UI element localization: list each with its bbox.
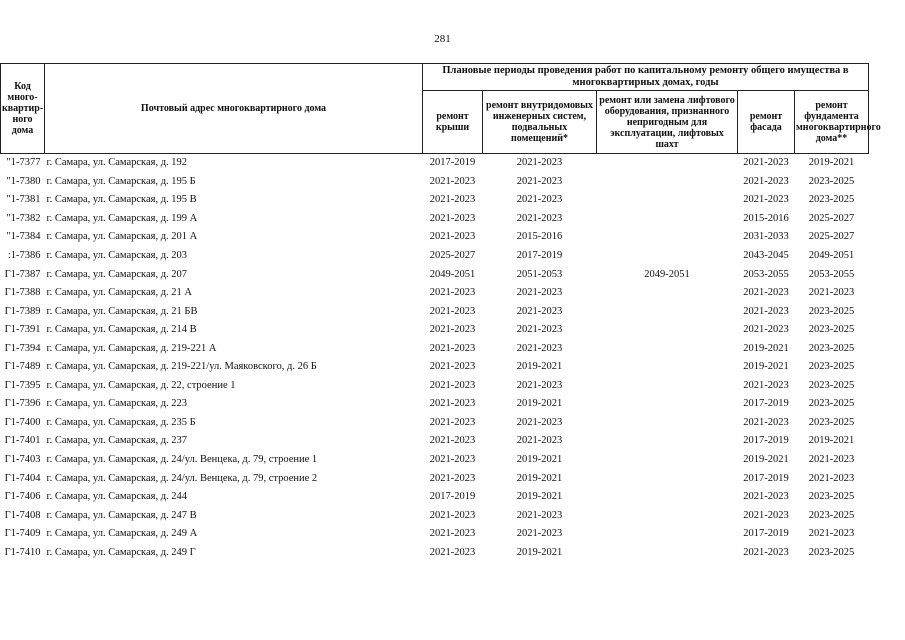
cell-address: г. Самара, ул. Самарская, д. 237: [46, 435, 188, 447]
table-row: [1, 414, 869, 433]
cell-roof: 2021-2023: [429, 528, 476, 540]
cell-address: г. Самара, ул. Самарская, д. 24/ул. Венцека, д. 79, строение 1: [46, 454, 318, 466]
cell-roof: 2021-2023: [429, 454, 476, 466]
cell-elevator: [597, 284, 738, 303]
cell-address: г. Самара, ул. Самарская, д. 201 А: [46, 231, 198, 243]
cell-address: г. Самара, ул. Самарская, д. 203: [46, 250, 188, 261]
cell-roof: 2021-2023: [429, 472, 476, 484]
cell-facade: 2021-2023: [743, 194, 789, 206]
cell-roof: 2021-2023: [429, 379, 476, 391]
cell-code: "1-7381: [6, 194, 41, 206]
cell-elevator: [597, 173, 738, 192]
cell-facade: 2021-2023: [743, 491, 789, 503]
cell-systems: 2021-2023: [516, 324, 563, 336]
cell-foundation: 2023-2025: [808, 509, 855, 521]
cell-code: "1-7382: [6, 212, 41, 224]
cell-foundation: 2019-2021: [808, 157, 855, 169]
table-row: [1, 506, 869, 525]
table-row: [1, 395, 869, 414]
cell-address: г. Самара, ул. Самарская, д. 235 Б: [46, 416, 196, 428]
cell-address: г. Самара, ул. Самарская, д. 219-221 А: [46, 342, 217, 354]
table-row: [1, 543, 869, 562]
cell-code: Г1-7388: [4, 287, 41, 299]
table-row: [1, 525, 869, 544]
cell-roof: 2021-2023: [429, 546, 476, 558]
cell-roof: 2049-2051: [429, 268, 476, 280]
cell-facade: 2017-2019: [743, 472, 789, 484]
table-row: [1, 173, 869, 192]
cell-address: г. Самара, ул. Самарская, д. 199 А: [46, 212, 198, 224]
cell-code: Г1-7394: [4, 342, 41, 354]
cell-systems: 2021-2023: [516, 157, 563, 169]
table-row: [1, 339, 869, 358]
table-row: [1, 265, 869, 284]
cell-foundation: 2019-2021: [808, 435, 855, 447]
cell-foundation: 2023-2025: [808, 305, 855, 317]
cell-systems: 2019-2021: [516, 398, 563, 410]
cell-facade: 2021-2023: [743, 305, 789, 317]
cell-code: Г1-7389: [4, 305, 41, 317]
cell-elevator: [597, 525, 738, 544]
cell-foundation: 2023-2025: [808, 342, 855, 354]
cell-roof: 2021-2023: [429, 287, 476, 299]
cell-systems: 2021-2023: [516, 528, 563, 540]
cell-systems: 2021-2023: [516, 435, 563, 447]
cell-roof: 2021-2023: [429, 231, 476, 243]
cell-systems: 2021-2023: [516, 175, 563, 187]
cell-roof: 2021-2023: [429, 342, 476, 354]
cell-facade: 2021-2023: [743, 157, 789, 169]
cell-elevator: [597, 191, 738, 210]
cell-code: Г1-7409: [4, 528, 41, 540]
cell-code: Г1-7391: [4, 324, 41, 336]
cell-elevator: [597, 247, 738, 266]
cell-elevator: [597, 543, 738, 562]
cell-elevator: [597, 377, 738, 396]
cell-address: г. Самара, ул. Самарская, д. 22, строение 1: [46, 379, 236, 391]
table-row: [1, 321, 869, 340]
cell-foundation: 2021-2023: [808, 287, 855, 299]
table-row: [1, 228, 869, 247]
cell-address: г. Самара, ул. Самарская, д. 21 А: [46, 287, 192, 299]
cell-systems: 2021-2023: [516, 305, 563, 317]
cell-foundation: 2023-2025: [808, 379, 855, 391]
cell-foundation: 2021-2023: [808, 472, 855, 484]
cell-elevator: [597, 451, 738, 470]
cell-address: г. Самара, ул. Самарская, д. 249 Г: [46, 546, 196, 558]
cell-systems: 2017-2019: [516, 250, 563, 261]
cell-systems: 2021-2023: [516, 287, 563, 299]
cell-code: Г1-7403: [4, 454, 41, 466]
cell-systems: 2021-2023: [516, 416, 563, 428]
cell-address: г. Самара, ул. Самарская, д. 249 А: [46, 528, 198, 540]
header-address: Почтовый адрес многоквартирного дома: [45, 64, 423, 154]
cell-code: Г1-7410: [4, 546, 41, 558]
cell-code: Г1-7396: [4, 398, 41, 410]
cell-foundation: 2049-2051: [808, 250, 855, 261]
cell-elevator: [597, 210, 738, 229]
cell-foundation: 2021-2023: [808, 454, 855, 466]
cell-roof: 2025-2027: [429, 250, 476, 261]
table-row: [1, 432, 869, 451]
cell-systems: 2021-2023: [516, 342, 563, 354]
cell-address: г. Самара, ул. Самарская, д. 214 В: [46, 324, 197, 336]
table-row: [1, 210, 869, 229]
table-header: [1, 64, 881, 154]
cell-address: г. Самара, ул. Самарская, д. 247 В: [46, 509, 197, 521]
table-row: [1, 302, 869, 321]
cell-foundation: 2023-2025: [808, 546, 855, 558]
cell-roof: 2021-2023: [429, 416, 476, 428]
page-number: 281: [434, 33, 451, 45]
cell-code: Г1-7400: [4, 416, 41, 428]
cell-systems: 2019-2021: [516, 472, 563, 484]
cell-roof: 2017-2019: [429, 157, 476, 169]
cell-foundation: 2023-2025: [808, 398, 855, 410]
table-row: [1, 451, 869, 470]
table-row: [1, 284, 869, 303]
cell-code: Г1-7489: [4, 361, 41, 373]
cell-roof: 2021-2023: [429, 509, 476, 521]
cell-facade: 2015-2016: [743, 212, 789, 224]
table-row: [1, 488, 869, 507]
cell-facade: 2053-2055: [743, 268, 789, 280]
cell-roof: 2021-2023: [429, 361, 476, 373]
header-periods-group: Плановые периоды проведения работ по капитальному ремонту общего имущества в многоквартирных домах, годы: [423, 64, 869, 91]
cell-elevator: [597, 488, 738, 507]
cell-systems: 2021-2023: [516, 379, 563, 391]
cell-elevator: [597, 358, 738, 377]
cell-facade: 2021-2023: [743, 416, 789, 428]
cell-systems: 2021-2023: [516, 212, 563, 224]
cell-foundation: 2023-2025: [808, 491, 855, 503]
table-row: [1, 377, 869, 396]
cell-address: г. Самара, ул. Самарская, д. 223: [46, 398, 188, 410]
cell-foundation: 2023-2025: [808, 175, 855, 187]
header-code: Код много-квартир-ного дома: [1, 64, 45, 154]
cell-code: "1-7380: [6, 175, 41, 187]
table-row: [1, 469, 869, 488]
cell-foundation: 2023-2025: [808, 194, 855, 206]
cell-elevator: [597, 432, 738, 451]
cell-elevator: 2049-2051: [644, 268, 690, 280]
cell-roof: 2021-2023: [429, 194, 476, 206]
table-row: [1, 247, 869, 266]
cell-code: Г1-7406: [4, 491, 41, 503]
header-systems: ремонт внутридомовых инженерных систем, подвальных помещений*: [483, 91, 597, 154]
cell-facade: 2017-2019: [743, 435, 789, 447]
header-facade: ремонт фасада: [738, 91, 795, 154]
table-row: [1, 191, 869, 210]
table-row: [1, 154, 869, 173]
cell-facade: 2031-2033: [743, 231, 789, 243]
cell-address: г. Самара, ул. Самарская, д. 244: [46, 491, 188, 503]
cell-roof: 2021-2023: [429, 305, 476, 317]
cell-foundation: 2021-2023: [808, 528, 855, 540]
cell-systems: 2019-2021: [516, 454, 563, 466]
cell-roof: 2021-2023: [429, 435, 476, 447]
cell-address: г. Самара, ул. Самарская, д. 192: [46, 157, 188, 169]
table-row: [1, 358, 869, 377]
cell-elevator: [597, 302, 738, 321]
cell-elevator: [597, 506, 738, 525]
cell-code: :1-7386: [7, 250, 41, 261]
cell-elevator: [597, 154, 738, 173]
cell-address: г. Самара, ул. Самарская, д. 207: [46, 268, 188, 280]
cell-address: г. Самара, ул. Самарская, д. 24/ул. Венцека, д. 79, строение 2: [46, 472, 318, 484]
cell-foundation: 2025-2027: [808, 231, 855, 243]
cell-facade: 2021-2023: [743, 379, 789, 391]
header-elevator: ремонт или замена лифтового оборудования, признанного непригодным для эксплуатации, лифтовых шахт: [597, 91, 738, 154]
cell-code: "1-7377: [6, 157, 41, 169]
cell-address: г. Самара, ул. Самарская, д. 219-221/ул. Маяковского, д. 26 Б: [46, 361, 317, 373]
cell-facade: 2021-2023: [743, 324, 789, 336]
cell-foundation: 2023-2025: [808, 361, 855, 373]
cell-address: г. Самара, ул. Самарская, д. 195 Б: [46, 175, 196, 187]
cell-code: "1-7384: [6, 231, 41, 243]
cell-foundation: 2023-2025: [808, 324, 855, 336]
cell-systems: 2019-2021: [516, 546, 563, 558]
cell-facade: 2019-2021: [743, 342, 789, 354]
cell-facade: 2021-2023: [743, 175, 789, 187]
cell-elevator: [597, 469, 738, 488]
cell-foundation: 2053-2055: [808, 268, 855, 280]
header-foundation: ремонт фундамента многоквартирного дома**: [795, 91, 869, 154]
cell-facade: 2021-2023: [743, 287, 789, 299]
cell-foundation: 2023-2025: [808, 416, 855, 428]
cell-roof: 2017-2019: [429, 491, 476, 503]
cell-address: г. Самара, ул. Самарская, д. 21 БВ: [46, 305, 198, 317]
cell-elevator: [597, 339, 738, 358]
cell-elevator: [597, 395, 738, 414]
cell-systems: 2019-2021: [516, 361, 563, 373]
cell-elevator: [597, 414, 738, 433]
capital-repair-table: [0, 63, 881, 562]
cell-roof: 2021-2023: [429, 212, 476, 224]
cell-address: г. Самара, ул. Самарская, д. 195 В: [46, 194, 197, 206]
cell-foundation: 2025-2027: [808, 212, 855, 224]
cell-facade: 2021-2023: [743, 546, 789, 558]
cell-facade: 2017-2019: [743, 528, 789, 540]
cell-facade: 2017-2019: [743, 398, 789, 410]
cell-facade: 2019-2021: [743, 361, 789, 373]
cell-facade: 2019-2021: [743, 454, 789, 466]
cell-roof: 2021-2023: [429, 324, 476, 336]
cell-systems: 2019-2021: [516, 491, 563, 503]
cell-elevator: [597, 321, 738, 340]
header-roof: ремонт крыши: [423, 91, 483, 154]
cell-systems: 2051-2053: [516, 268, 563, 280]
cell-systems: 2021-2023: [516, 509, 563, 521]
cell-code: Г1-7401: [4, 435, 41, 447]
cell-roof: 2021-2023: [429, 398, 476, 410]
cell-roof: 2021-2023: [429, 175, 476, 187]
cell-code: Г1-7387: [4, 268, 41, 280]
cell-elevator: [597, 228, 738, 247]
cell-code: Г1-7395: [4, 379, 41, 391]
cell-systems: 2015-2016: [516, 231, 563, 243]
cell-systems: 2021-2023: [516, 194, 563, 206]
cell-facade: 2021-2023: [743, 509, 789, 521]
table-body: [1, 154, 869, 563]
cell-code: Г1-7404: [4, 472, 41, 484]
cell-code: Г1-7408: [4, 509, 41, 521]
cell-facade: 2043-2045: [743, 250, 789, 261]
